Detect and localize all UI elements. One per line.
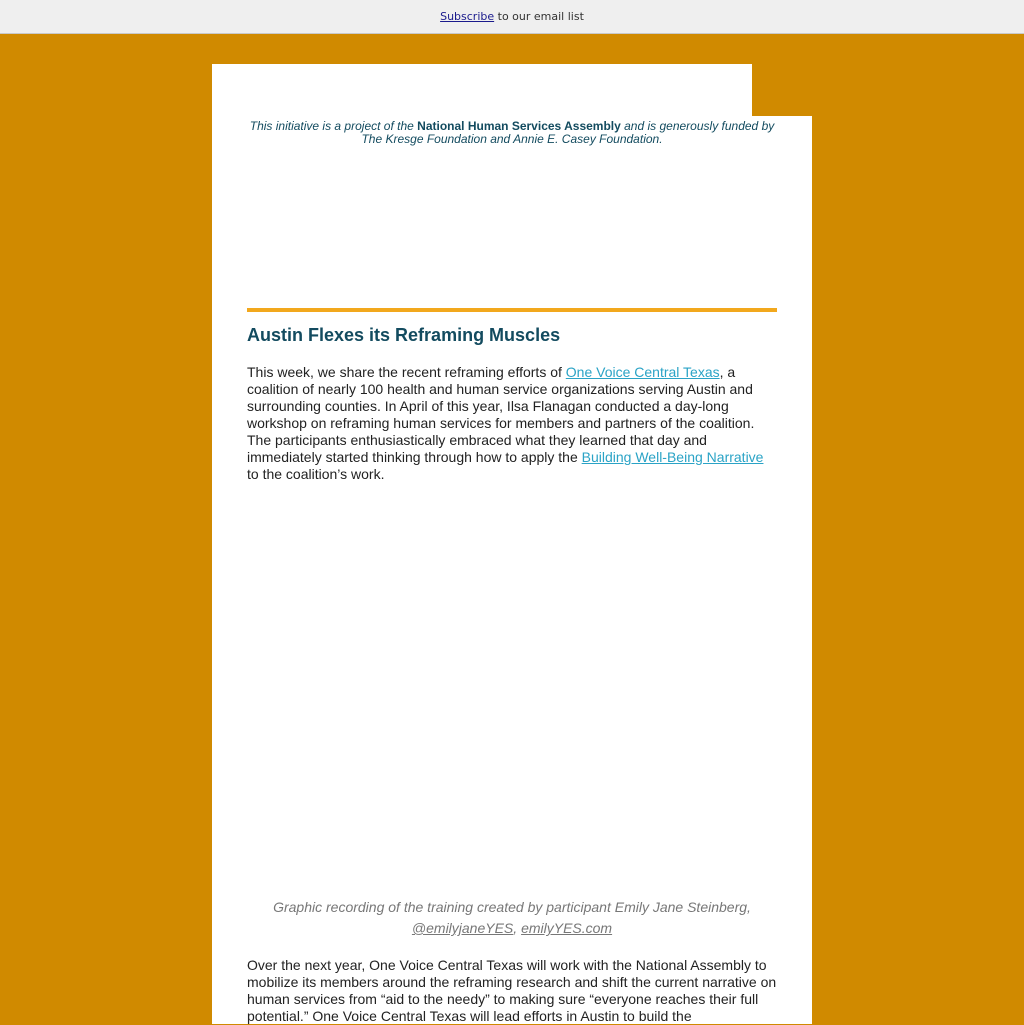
header-card bbox=[212, 64, 752, 124]
article-title: Austin Flexes its Reframing Muscles bbox=[247, 325, 561, 345]
subscribe-bar-text: to our email list bbox=[494, 10, 584, 23]
building-well-being-narrative-link[interactable]: Building Well-Being Narrative bbox=[581, 449, 764, 465]
funding-statement-block bbox=[247, 120, 777, 146]
emilyjaneyes-link[interactable]: @emilyjaneYES bbox=[411, 920, 514, 936]
section-divider bbox=[247, 308, 777, 312]
article-intro-paragraph: This week, we share the recent reframing efforts of One Voice Central Texas, a coalition of nearly 100 health and human service organizations serving Austin and surrounding counties. In April of this year, Ilsa Flanagan conducted a day-long workshop on reframing human services for members and partners of the coalition. The participants enthusiastically embraced what they learned that day and immediately started thinking through how to apply the Building Well-Being Narrative to the coalition’s work. bbox=[247, 364, 764, 482]
subscribe-link[interactable]: Subscribe bbox=[440, 10, 495, 23]
funding-org-name: National Human Services Assembly bbox=[417, 119, 621, 133]
emilyyes-website-link[interactable]: emilyYES.com bbox=[521, 920, 613, 936]
graphic-recording-image bbox=[247, 500, 777, 880]
one-voice-central-texas-link[interactable]: One Voice Central Texas bbox=[565, 364, 720, 380]
subscribe-bar bbox=[0, 0, 1024, 34]
article-second-paragraph: Over the next year, One Voice Central Texas will work with the National Assembly to mobilize its members around the reframing research and shift the current narrative on human services from “aid to the needy” to making sure “everyone reaches their full potential.” One Voice Central Texas will lead efforts in Austin to build the bbox=[247, 957, 777, 1024]
image-caption: Graphic recording of the training created by participant Emily Jane Steinberg, @emilyjaneYES, emilyYES.com bbox=[273, 899, 751, 936]
funding-statement: This initiative is a project of the National Human Services Assembly and is generously funded by The Kresge Foundation and Annie E. Casey Foundation. bbox=[249, 119, 775, 146]
